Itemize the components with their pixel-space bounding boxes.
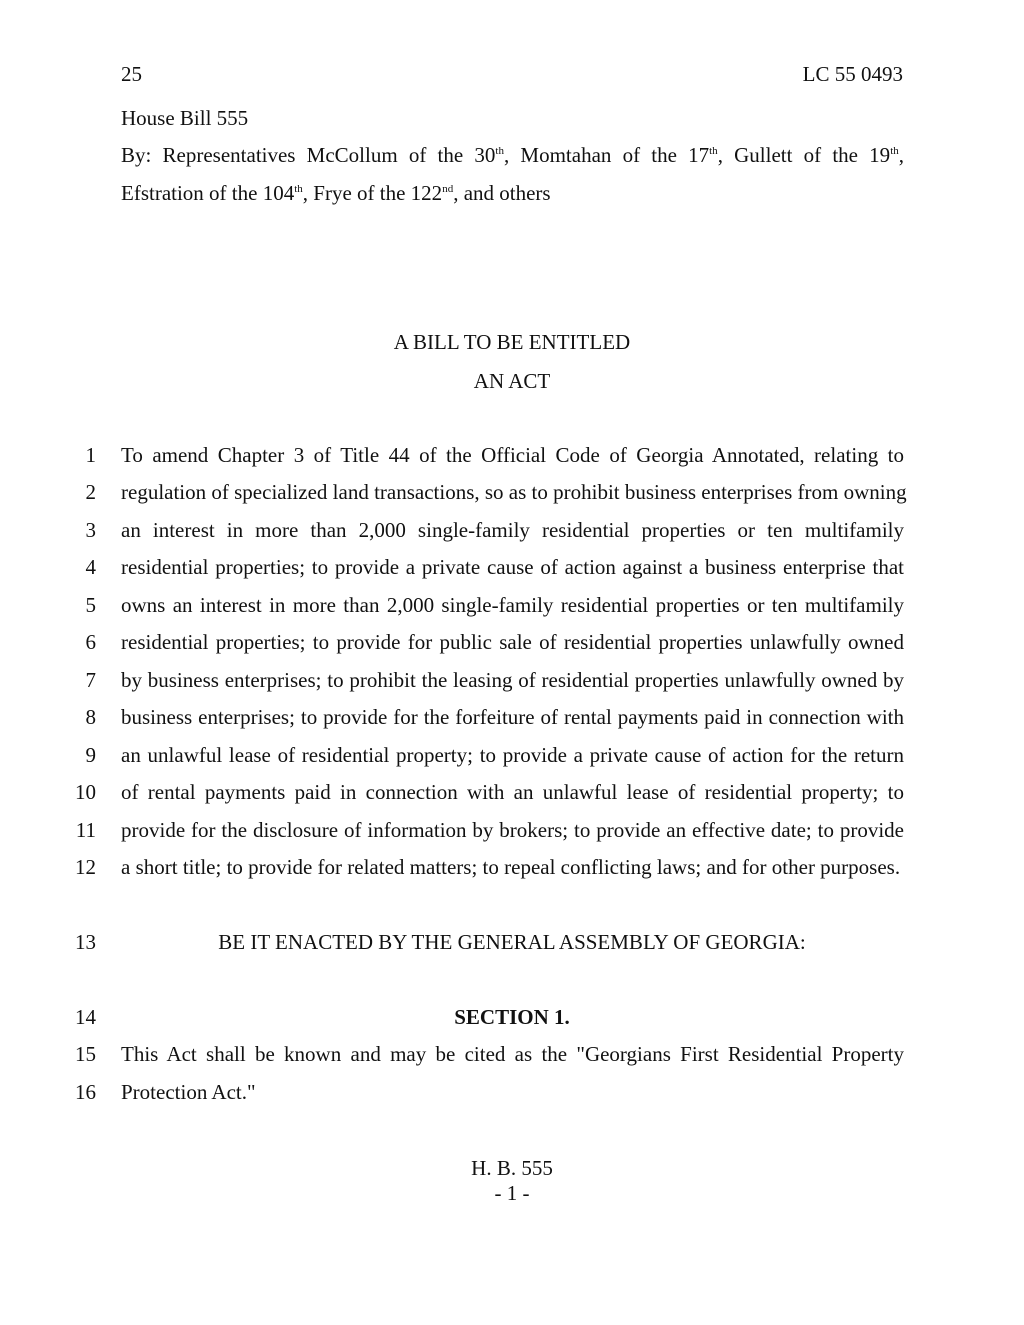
line-number: 16	[75, 1080, 96, 1104]
bill-title: House Bill 555	[121, 106, 249, 130]
sponsors-line-1	[121, 143, 904, 168]
body-line: business enterprises; to provide for the forfeiture of rental payments paid in connection with	[121, 705, 904, 729]
line-number: 4	[85, 555, 96, 579]
line-number: 14	[75, 1005, 96, 1029]
body-line: owns an interest in more than 2,000 single-family residential properties or ten multifamily	[121, 593, 904, 617]
footer-bill-ref: H. B. 555	[471, 1156, 553, 1180]
line-number: 1	[85, 443, 96, 467]
line-number: 15	[75, 1042, 96, 1066]
sponsors-text: By: Representatives McCollum of the 30	[121, 143, 496, 167]
enacting-clause: BE IT ENACTED BY THE GENERAL ASSEMBLY OF GEORGIA:	[218, 930, 806, 954]
line-number: 8	[85, 705, 96, 729]
body-line: by business enterprises; to prohibit the leasing of residential properties unlawfully owned by	[121, 668, 904, 692]
page-number-top: 25	[121, 62, 142, 86]
body-line: of rental payments paid in connection with an unlawful lease of residential property; to	[121, 780, 904, 804]
line-number: 7	[85, 668, 96, 692]
line-number: 12	[75, 855, 96, 879]
body-line: provide for the disclosure of information by brokers; to provide an effective date; to provide	[121, 818, 904, 842]
sponsors-text: ,	[898, 143, 904, 167]
line-number: 2	[85, 480, 96, 504]
body-line: an interest in more than 2,000 single-family residential properties or ten multifamily	[121, 518, 904, 542]
ordinal-suffix: th	[709, 145, 718, 157]
line-number: 6	[85, 630, 96, 654]
ordinal-suffix: th	[294, 183, 303, 195]
sponsors-text: , Gullett of the 19	[717, 143, 891, 167]
body-line: Protection Act."	[121, 1080, 256, 1104]
caption-line-2: AN ACT	[473, 369, 551, 393]
sponsors-text: , and others	[453, 181, 551, 205]
line-number: 9	[85, 743, 96, 767]
ordinal-suffix: nd	[442, 183, 454, 195]
body-line: residential properties; to provide for public sale of residential properties unlawfully owned	[121, 630, 904, 654]
footer-page-number: - 1 -	[494, 1181, 530, 1205]
line-number: 13	[75, 930, 96, 954]
document-code: LC 55 0493	[802, 62, 903, 86]
body-line: a short title; to provide for related matters; to repeal conflicting laws; and for other purposes.	[121, 855, 901, 879]
line-number: 3	[85, 518, 96, 542]
sponsors-text: Efstration of the 104	[121, 181, 295, 205]
body-line: residential properties; to provide a private cause of action against a business enterprise that	[121, 555, 904, 579]
body-line: This Act shall be known and may be cited as the "Georgians First Residential Property	[121, 1042, 904, 1066]
ordinal-suffix: th	[890, 145, 899, 157]
ordinal-suffix: th	[495, 145, 504, 157]
line-number: 11	[75, 818, 96, 842]
section-heading: SECTION 1.	[454, 1005, 570, 1029]
sponsors-text: , Frye of the 122	[302, 181, 443, 205]
body-line: regulation of specialized land transactions, so as to prohibit business enterprises from owning	[121, 480, 907, 504]
sponsors-line-2	[121, 181, 904, 206]
caption-line-1: A BILL TO BE ENTITLED	[393, 330, 631, 354]
line-number: 10	[75, 780, 96, 804]
line-number: 5	[85, 593, 96, 617]
body-line: To amend Chapter 3 of Title 44 of the Official Code of Georgia Annotated, relating to	[121, 443, 904, 467]
body-line: an unlawful lease of residential property; to provide a private cause of action for the return	[121, 743, 904, 767]
sponsors-text: , Momtahan of the 17	[503, 143, 710, 167]
